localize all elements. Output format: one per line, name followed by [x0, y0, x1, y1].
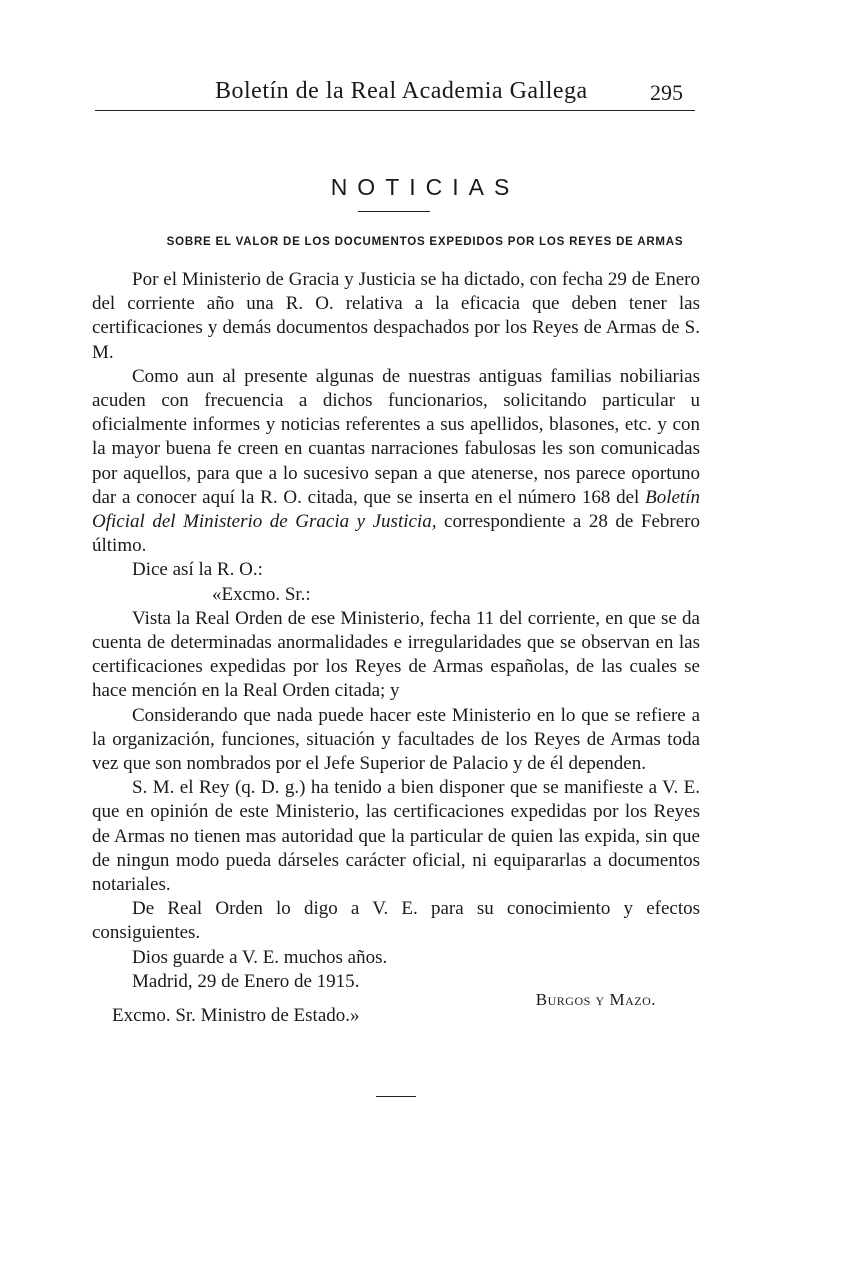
- signature: Burgos y Mazo.: [535, 989, 656, 1009]
- paragraph-8: De Real Orden lo digo a V. E. para su conocimiento y efectos consiguientes.: [92, 898, 700, 944]
- paragraph-10: [92, 970, 700, 1009]
- paragraph-9: Dios guarde a V. E. muchos años.: [132, 946, 388, 968]
- article-body: [92, 268, 700, 1028]
- paragraph-5: Vista la Real Orden de ese Ministerio, fecha 11 del corriente, en que se da cuenta de determinadas anormalidades e irregularidades que se observan en las certificaciones expedidas por los Reyes de Armas españolas, de las cuales se hace mención en la Real Orden citada; y: [92, 607, 700, 702]
- closing-line: Excmo. Sr. Ministro de Estado.»: [112, 1005, 360, 1027]
- date-line: Madrid, 29 de Enero de 1915.: [132, 970, 360, 992]
- paragraph-6: Considerando que nada puede hacer este Ministerio en lo que se refiere a la organización, funciones, situación y facultades de los Reyes de Armas toda vez que son nombrados por el Jefe Superior de Palacio y de él dependen.: [92, 704, 700, 775]
- journal-title: Boletín de la Real Academia Gallega: [215, 78, 588, 104]
- title-divider: [358, 211, 430, 212]
- paragraph-4: «Excmo. Sr.:: [212, 583, 311, 605]
- section-subtitle: SOBRE EL VALOR DE LOS DOCUMENTOS EXPEDIDOS POR LOS REYES DE ARMAS: [166, 236, 684, 248]
- paragraph-2-text: Como aun al presente algunas de nuestras antiguas familias nobiliarias acuden con frecuencia a dichos funcionarios, solicitando particular u oficialmente informes y noticias referentes a sus apellidos, blasones, etc. y con la mayor buena fe creen en cuantas narraciones fabulosas les son comunicadas por aquellos, para que a lo sucesivo sepan a que atenerse, nos parece oportuno dar a conocer aquí la R. O. citada, que se inserta en el número 168 del: [92, 365, 700, 508]
- paragraph-2-end: correspondiente a 28 de Febrero último.: [92, 511, 700, 557]
- paragraph-2: [92, 365, 700, 559]
- paragraph-7: S. M. el Rey (q. D. g.) ha tenido a bien disponer que se manifieste a V. E. que en opinión de este Ministerio, las certificaciones expedidas por los Reyes de Armas no tienen mas autoridad que la particular de quien las expida, sin que de ningun modo pueda dárseles carácter oficial, ni equipararlas a documentos notariales.: [92, 777, 700, 896]
- running-header: [95, 76, 695, 111]
- paragraph-2-italic: Boletín Oficial del Ministerio de Gracia y Justicia,: [92, 486, 700, 533]
- paragraph-1: Por el Ministerio de Gracia y Justicia se ha dictado, con fecha 29 de Enero del corriente año una R. O. relativa a la eficacia que deben tener las certificaciones y demás documentos despachados por los Reyes de Armas de S. M.: [92, 269, 700, 363]
- paragraph-3: Dice así la R. O.:: [132, 559, 263, 581]
- section-title: NOTICIAS: [330, 174, 520, 200]
- end-divider: [376, 1096, 416, 1097]
- page-number: 295: [650, 80, 683, 105]
